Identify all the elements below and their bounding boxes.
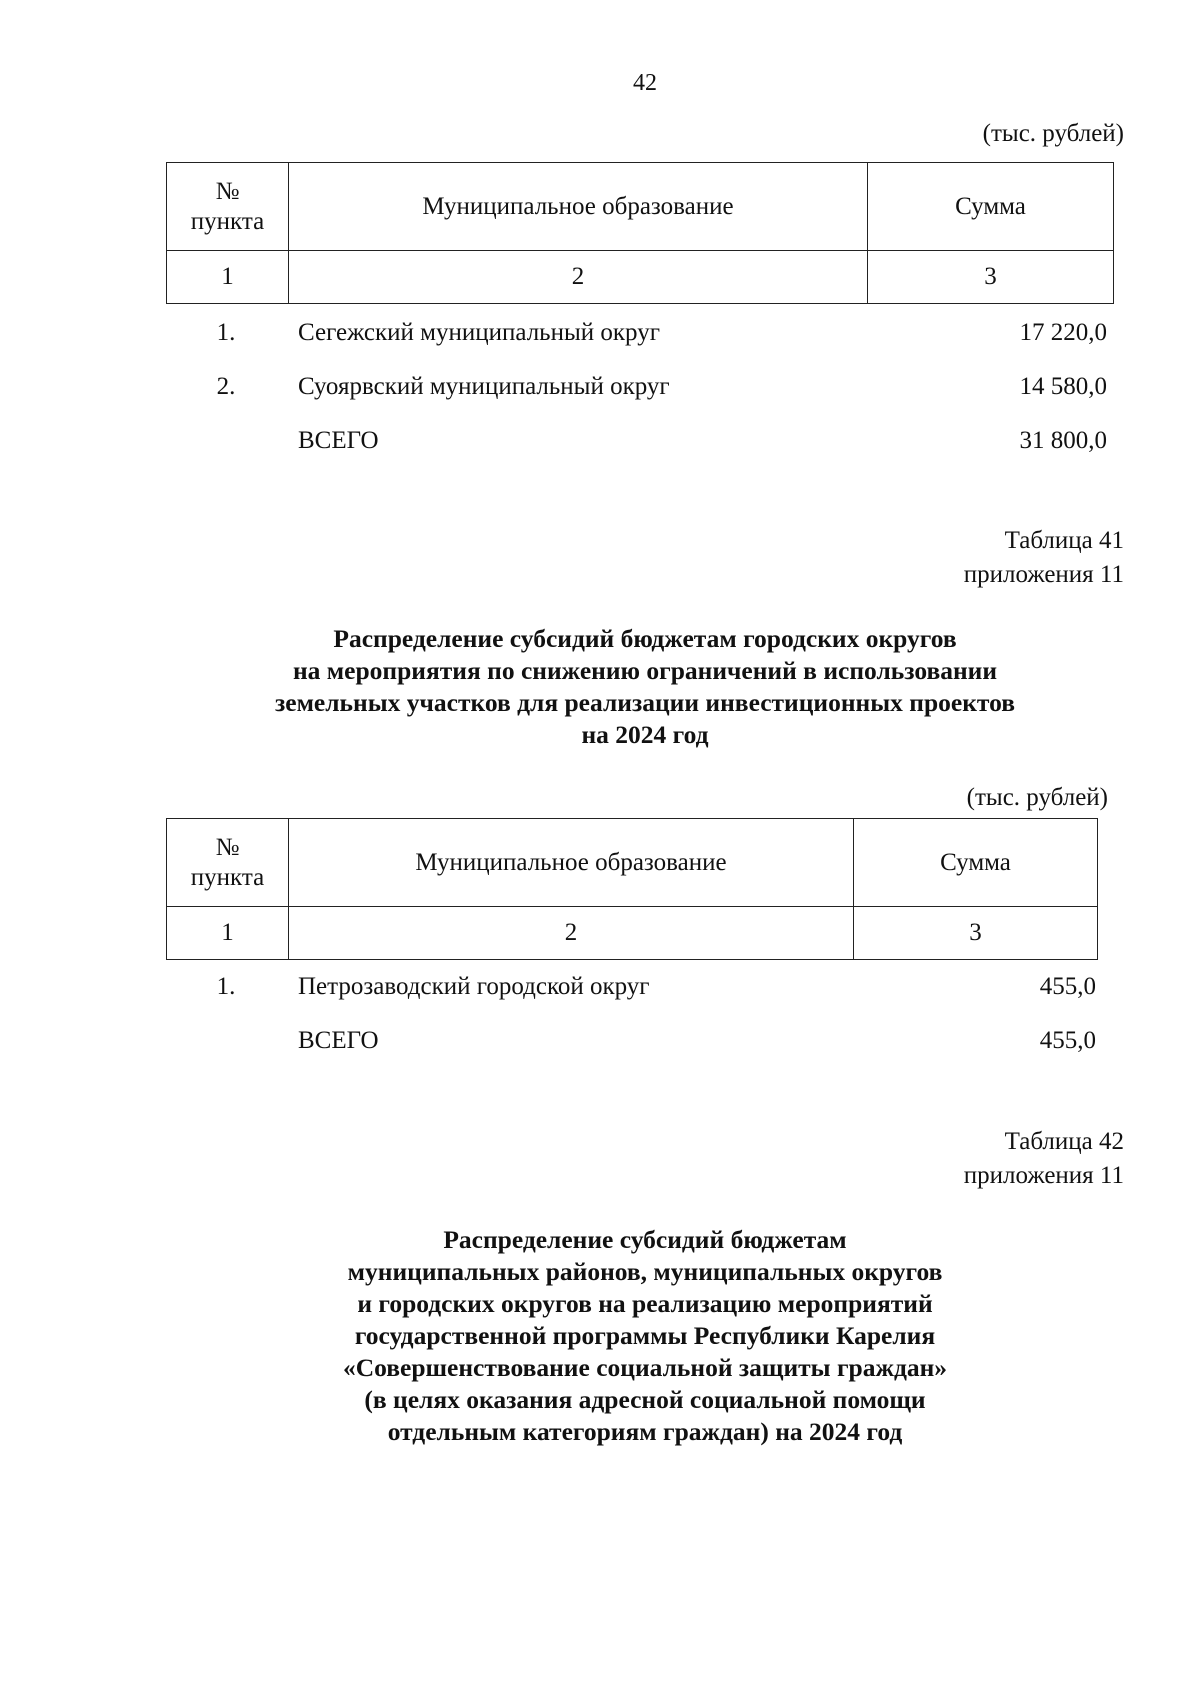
row-amount: 14 580,0 xyxy=(1019,373,1107,400)
table-title: Распределение субсидий бюджетам городских округов на мероприятия по снижению ограничений в использовании земельных участков для реализации инвестиционных проектов на 2024 год xyxy=(275,624,1015,749)
col-number-3: 3 xyxy=(868,251,1114,304)
row-number: 1. xyxy=(216,973,236,1000)
table-row xyxy=(170,370,1107,404)
row-amount: 31 800,0 xyxy=(1019,427,1107,454)
row-number: 2. xyxy=(216,373,236,400)
col-number-3: 3 xyxy=(854,907,1098,960)
row-amount: 17 220,0 xyxy=(1019,319,1107,346)
table-row-total xyxy=(170,1024,1096,1058)
units-label: (тыс. рублей) xyxy=(982,120,1124,147)
row-name: ВСЕГО xyxy=(298,427,379,454)
header-col-amount: Сумма xyxy=(854,819,1098,907)
appendix-label: приложения 11 xyxy=(963,561,1124,588)
page-number: 42 xyxy=(633,70,657,96)
row-number: 1. xyxy=(216,319,236,346)
row-name: Суоярвский муниципальный округ xyxy=(298,373,670,400)
table-title: Распределение субсидий бюджетам муниципальных районов, муниципальных округов и городских округов на реализацию мероприятий государственной программы Республики Карелия «Совершенствование социальной защиты граждан» (в целях оказания адресной социальной помощи отдельным категориям граждан) на 2024 год xyxy=(342,1225,948,1446)
table-header xyxy=(166,162,1114,304)
table-row xyxy=(170,316,1107,350)
row-amount: 455,0 xyxy=(1039,973,1096,1000)
header-col-amount: Сумма xyxy=(868,163,1114,251)
table-header xyxy=(166,818,1098,960)
header-col-number: № пункта xyxy=(167,163,289,251)
appendix-label: приложения 11 xyxy=(963,1162,1124,1189)
table-row xyxy=(170,970,1096,1004)
col-number-2: 2 xyxy=(289,907,854,960)
table-row-total xyxy=(170,424,1107,458)
units-label: (тыс. рублей) xyxy=(966,784,1108,811)
table-label: Таблица 41 xyxy=(1004,527,1124,554)
header-col-municipality: Муниципальное образование xyxy=(289,819,854,907)
header-col-number: № пункта xyxy=(167,819,289,907)
row-name: ВСЕГО xyxy=(298,1027,379,1054)
row-amount: 455,0 xyxy=(1039,1027,1096,1054)
col-number-1: 1 xyxy=(167,251,289,304)
col-number-2: 2 xyxy=(289,251,868,304)
table-label: Таблица 42 xyxy=(1004,1128,1124,1155)
row-name: Петрозаводский городской округ xyxy=(298,973,650,1000)
col-number-1: 1 xyxy=(167,907,289,960)
row-name: Сегежский муниципальный округ xyxy=(298,319,660,346)
header-col-municipality: Муниципальное образование xyxy=(289,163,868,251)
